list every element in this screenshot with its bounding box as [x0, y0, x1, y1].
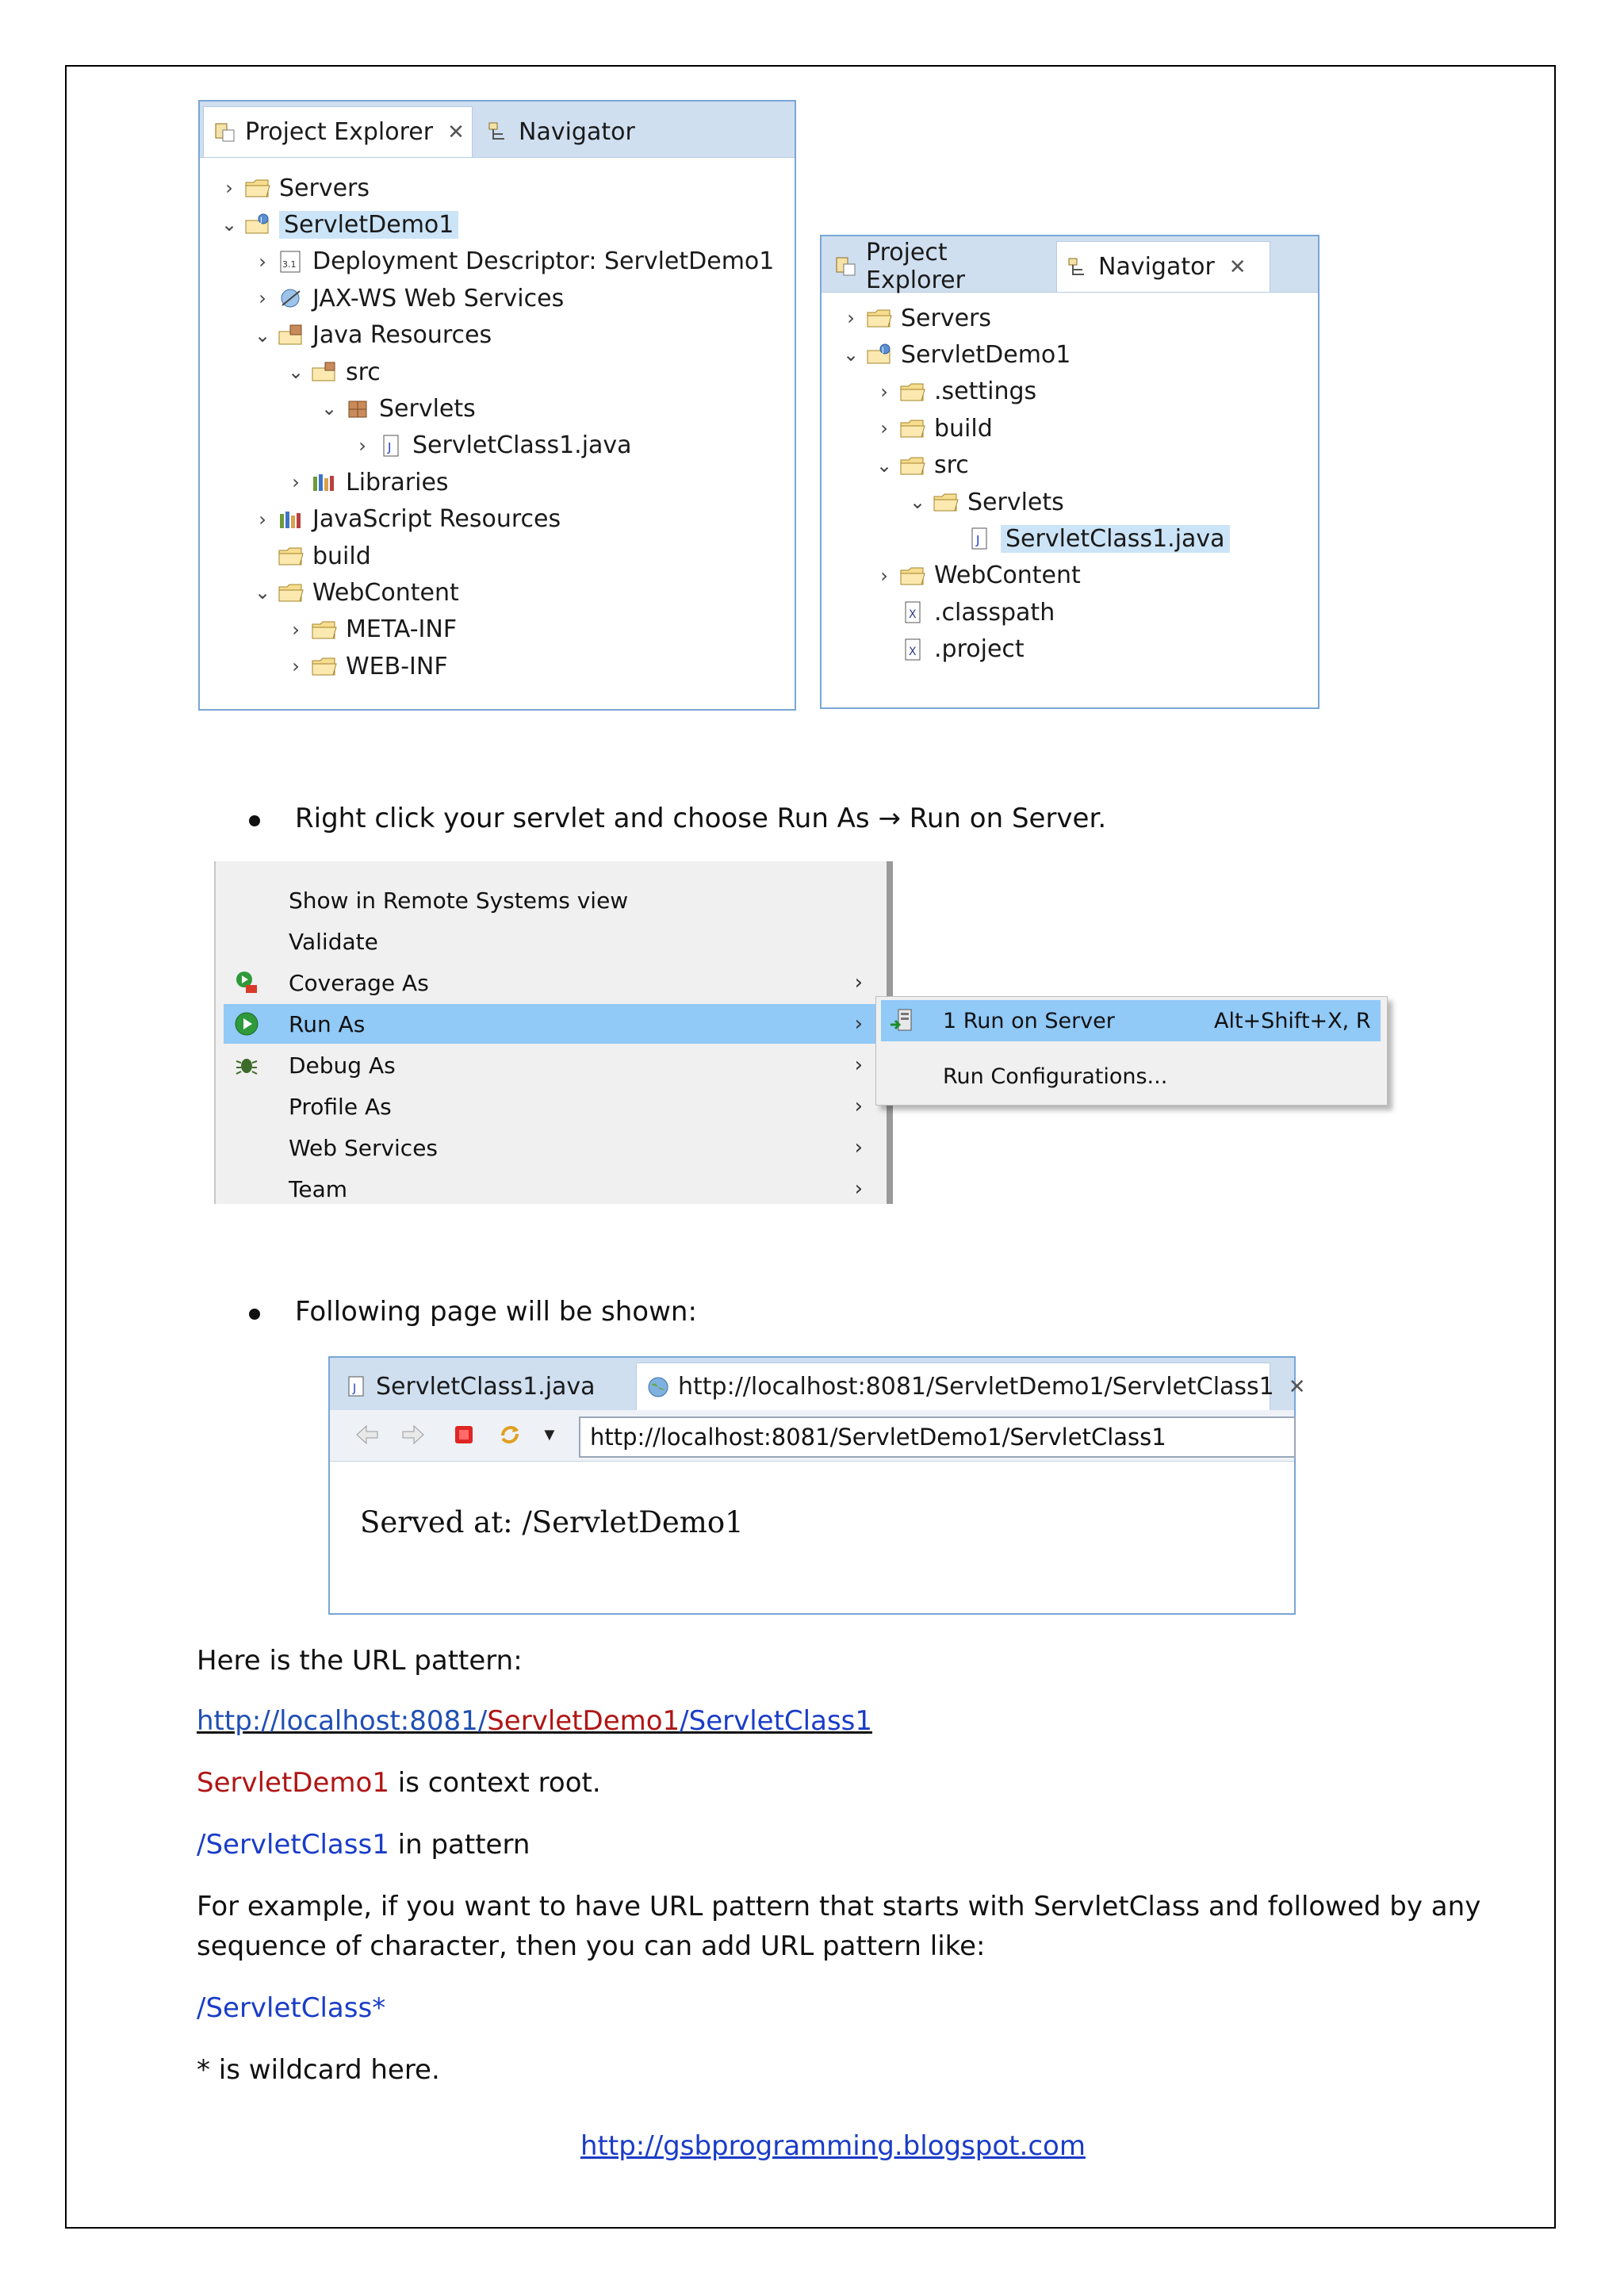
deployment-descriptor-icon — [278, 250, 304, 274]
tree-item-label: JavaScript Resources — [312, 505, 561, 534]
tree-item-servletclass1-java[interactable] — [352, 427, 632, 464]
tree-item-label: WebContent — [934, 562, 1081, 590]
tree-item-label: Servlets — [379, 394, 476, 423]
tree-toggle-icon[interactable]: › — [358, 434, 366, 457]
tree-toggle-icon[interactable]: ⌄ — [220, 213, 238, 236]
navigator-icon — [1067, 255, 1090, 279]
library-icon — [311, 470, 338, 494]
project-icon — [866, 343, 893, 366]
tree-item-project[interactable] — [874, 631, 1025, 668]
tree-toggle-icon[interactable]: › — [225, 177, 233, 199]
tree-toggle-icon[interactable]: › — [880, 417, 888, 440]
svg-text:X: X — [909, 645, 917, 658]
tree-item-servletdemo1[interactable] — [219, 206, 458, 243]
folder-icon — [899, 454, 926, 477]
example-line-1: For example, if you want to have URL pattern that starts with ServletClass and followed by any — [197, 1891, 1481, 1922]
tree-item-libraries[interactable] — [285, 464, 449, 500]
svg-text:X: X — [909, 608, 917, 622]
tree-toggle-icon[interactable]: › — [292, 618, 300, 641]
package-icon — [344, 397, 371, 420]
tree-item-label: .project — [934, 635, 1025, 664]
tab-label: http://localhost:8081/ServletDemo1/ServletClass1 — [678, 1373, 1274, 1401]
folder-icon — [278, 544, 304, 568]
tree-toggle-icon[interactable]: ⌄ — [254, 581, 271, 604]
navigator-panel — [820, 235, 1320, 709]
tab-label: Project Explorer — [866, 239, 965, 294]
tree-item-servlets[interactable] — [907, 484, 1064, 520]
page-content: Served at: /ServletDemo1 — [360, 1505, 744, 1539]
tree-toggle-icon[interactable]: ⌄ — [875, 454, 893, 477]
chevron-right-icon: › — [854, 1177, 863, 1201]
java-resources-icon — [278, 324, 304, 347]
pattern-highlight: /ServletClass1 — [197, 1829, 389, 1861]
context-root-highlight: ServletDemo1 — [197, 1767, 389, 1799]
run-icon — [233, 1010, 260, 1037]
url-context-root: ServletDemo1 — [487, 1705, 680, 1737]
back-icon[interactable] — [354, 1423, 381, 1447]
tree-item-label: JAX-WS Web Services — [312, 284, 565, 312]
pattern-line — [197, 1829, 530, 1861]
tab-label: Navigator — [1098, 253, 1215, 281]
svg-text:J: J — [353, 1382, 357, 1395]
menu-item-label: Validate — [289, 928, 378, 955]
folder-icon — [311, 654, 338, 678]
tree-toggle-icon[interactable]: › — [292, 655, 300, 678]
folder-icon — [899, 380, 926, 404]
tree-toggle-icon[interactable]: › — [259, 250, 266, 273]
svg-text:J: J — [260, 217, 262, 225]
tab-project-explorer[interactable] — [825, 241, 1050, 292]
menu-item-label: Web Services — [289, 1134, 439, 1161]
run-configurations-item[interactable] — [881, 1056, 1381, 1097]
navigator-icon — [487, 120, 511, 144]
context-root-line — [197, 1767, 601, 1799]
menu-item-show-in-remote-systems-view[interactable] — [224, 880, 882, 920]
close-icon[interactable]: ✕ — [1228, 255, 1247, 279]
menu-item-team[interactable] — [224, 1169, 882, 1209]
tab-servletclass1-java[interactable] — [335, 1363, 636, 1410]
url-pattern-heading: Here is the URL pattern: — [197, 1645, 523, 1677]
tree-item-label: ServletDemo1 — [279, 211, 458, 239]
tree-toggle-icon[interactable]: › — [880, 380, 888, 403]
tree-item-meta-inf[interactable] — [285, 611, 457, 648]
server-run-icon — [889, 1007, 916, 1034]
tree-toggle-icon[interactable]: › — [259, 287, 266, 310]
tree-item-label: WebContent — [312, 578, 459, 607]
tree-item-label: src — [934, 451, 969, 480]
folder-icon — [278, 581, 304, 604]
tree-item-servletdemo1[interactable] — [841, 336, 1071, 373]
tree-item-label: build — [934, 414, 993, 443]
project-explorer-icon — [213, 121, 237, 144]
step2-text: Following page will be shown: — [295, 1296, 697, 1328]
tree-item-label: Java Resources — [312, 321, 492, 350]
menu-item-profile-as[interactable] — [224, 1087, 882, 1126]
menu-item-label: Team — [289, 1175, 348, 1202]
tree-item-src[interactable] — [285, 354, 381, 390]
url-field[interactable] — [579, 1416, 1296, 1458]
chevron-right-icon: › — [854, 1053, 863, 1077]
tree-item-label: .classpath — [934, 598, 1055, 627]
tree-item-label: ServletDemo1 — [901, 340, 1071, 369]
folder-icon — [899, 564, 926, 588]
svg-text:J: J — [976, 533, 980, 548]
menu-item-debug-as[interactable] — [224, 1045, 882, 1085]
context-root-rest: is context root. — [389, 1767, 601, 1799]
tree-item-label: Libraries — [346, 468, 449, 496]
folder-icon — [899, 416, 926, 440]
globe-icon — [646, 1375, 670, 1399]
url-pattern-link[interactable] — [197, 1705, 872, 1737]
tree-toggle-icon[interactable]: › — [880, 564, 888, 587]
tab-navigator[interactable] — [1056, 241, 1270, 292]
chevron-right-icon: › — [854, 1094, 863, 1118]
tree-item-label: Deployment Descriptor: ServletDemo1 — [312, 247, 775, 276]
url-servlet-pattern: /ServletClass1 — [680, 1705, 873, 1737]
tree-item-label: Servers — [901, 304, 992, 332]
tree-item-servlets-package[interactable] — [319, 390, 476, 427]
tree-toggle-icon[interactable]: ⌄ — [287, 361, 304, 383]
tree-item-label: src — [346, 358, 381, 386]
tree-item-label: .settings — [934, 378, 1037, 406]
tab-navigator[interactable] — [477, 106, 676, 157]
browser-panel — [328, 1356, 1306, 1615]
submenu-label: Run Configurations... — [943, 1064, 1168, 1089]
menu-item-web-services[interactable] — [224, 1128, 882, 1167]
example-line-2: sequence of character, then you can add URL pattern like: — [197, 1930, 986, 1962]
xml-file-icon — [899, 600, 926, 624]
folder-icon — [311, 618, 338, 642]
svg-text:J: J — [882, 347, 884, 355]
tree-item-webcontent[interactable] — [874, 558, 1081, 594]
project-explorer-icon — [834, 255, 858, 278]
tree-item-javascript-resources[interactable] — [252, 501, 561, 538]
tree-toggle-icon[interactable]: ⌄ — [320, 397, 338, 420]
tree-item-src[interactable] — [874, 447, 969, 484]
tree-item-servers[interactable] — [841, 300, 991, 336]
run-on-server-item[interactable] — [881, 1000, 1381, 1041]
chevron-right-icon: › — [854, 971, 863, 995]
tab-project-explorer[interactable] — [203, 106, 473, 157]
tree-item-label: Servers — [279, 174, 370, 202]
tree-item-deployment-descriptor[interactable] — [252, 243, 774, 280]
run-as-submenu — [875, 996, 1388, 1106]
refresh-icon[interactable] — [496, 1421, 523, 1448]
tree-item-web-inf[interactable] — [285, 648, 448, 684]
project-explorer-panel — [198, 100, 796, 711]
url-base: http://localhost:8081/ — [197, 1705, 488, 1737]
tree-item-classpath[interactable] — [874, 594, 1055, 631]
tab-label: Project Explorer — [245, 118, 434, 146]
menu-item-coverage-as[interactable] — [224, 963, 882, 1002]
shortcut-label: Alt+Shift+X, R — [1214, 1008, 1371, 1033]
folder-icon — [866, 306, 893, 330]
tab-label: ServletClass1.java — [376, 1372, 596, 1401]
tree-toggle-icon[interactable]: › — [259, 508, 266, 531]
menu-item-run-as[interactable] — [224, 1004, 882, 1044]
step1-text: Right click your servlet and choose Run As → Run on Server. — [295, 803, 1107, 834]
svg-text:3.1: 3.1 — [282, 259, 297, 270]
menu-item-label: Debug As — [289, 1052, 396, 1079]
tree-item-java-resources[interactable] — [252, 317, 492, 354]
tree-item-label: META-INF — [346, 615, 458, 644]
tree-item-label: ServletClass1.java — [412, 431, 632, 460]
pattern-rest: in pattern — [389, 1829, 530, 1861]
coverage-icon — [233, 969, 260, 996]
tab-bar — [822, 236, 1318, 293]
tree-toggle-icon[interactable]: ⌄ — [909, 491, 926, 513]
tree-item-jax-ws[interactable] — [252, 280, 564, 316]
java-file-icon — [966, 527, 993, 550]
java-file-icon — [344, 1374, 368, 1398]
project-icon — [244, 213, 271, 236]
tab-label: Navigator — [519, 117, 635, 146]
url-text: http://localhost:8081/ServletDemo1/ServletClass1 — [590, 1424, 1166, 1451]
submenu-label: 1 Run on Server — [943, 1008, 1115, 1033]
menu-item-label: Run As — [289, 1010, 366, 1037]
forward-icon[interactable] — [400, 1423, 427, 1447]
menu-item-label: Show in Remote Systems view — [289, 887, 629, 914]
java-file-icon — [377, 434, 404, 458]
tree-toggle-icon[interactable]: › — [847, 307, 855, 329]
wildcard-pattern: /ServletClass* — [197, 1992, 386, 2024]
tree-item-build[interactable] — [874, 410, 993, 447]
tree-item-label: ServletClass1.java — [1001, 525, 1230, 553]
library-icon — [278, 508, 304, 531]
tab-bar — [200, 102, 795, 158]
chevron-right-icon: › — [854, 1012, 863, 1036]
stop-icon[interactable] — [452, 1423, 476, 1447]
tab-browser-url[interactable] — [636, 1363, 1306, 1410]
folder-icon — [244, 176, 271, 200]
tree-toggle-icon[interactable]: ⌄ — [842, 343, 860, 366]
svg-text:J: J — [388, 439, 392, 454]
footer-link[interactable]: http://gsbprogramming.blogspot.com — [580, 2130, 1086, 2162]
tree-item-build[interactable] — [252, 538, 371, 574]
source-folder-icon — [311, 360, 338, 384]
tree-toggle-icon[interactable]: ⌄ — [254, 324, 271, 347]
tree-item-label: Servlets — [967, 488, 1064, 516]
folder-icon — [933, 490, 959, 514]
menu-item-label: Profile As — [289, 1093, 392, 1120]
web-services-icon — [278, 286, 304, 310]
debug-icon — [233, 1052, 260, 1079]
chevron-right-icon: › — [854, 1136, 863, 1159]
menu-item-validate[interactable] — [224, 922, 882, 961]
bullet — [249, 1309, 260, 1320]
xml-file-icon — [899, 638, 926, 661]
arrow-icon: → — [878, 803, 901, 834]
menu-item-label: Coverage As — [289, 969, 429, 996]
tree-item-label: WEB-INF — [346, 652, 448, 680]
tree-toggle-icon[interactable]: › — [292, 471, 300, 494]
close-icon[interactable]: ✕ — [447, 120, 465, 144]
tree-item-servers[interactable] — [219, 170, 370, 206]
bullet — [249, 815, 260, 826]
tree-item-label: build — [312, 542, 371, 570]
tree-item-servletclass1-java[interactable] — [940, 520, 1230, 557]
tree-item-webcontent[interactable] — [252, 574, 459, 611]
wildcard-note: * is wildcard here. — [197, 2054, 440, 2086]
close-icon[interactable]: ✕ — [1288, 1374, 1306, 1399]
chevron-down-icon[interactable]: ▼ — [541, 1424, 558, 1444]
tree-item-settings[interactable] — [874, 374, 1036, 410]
